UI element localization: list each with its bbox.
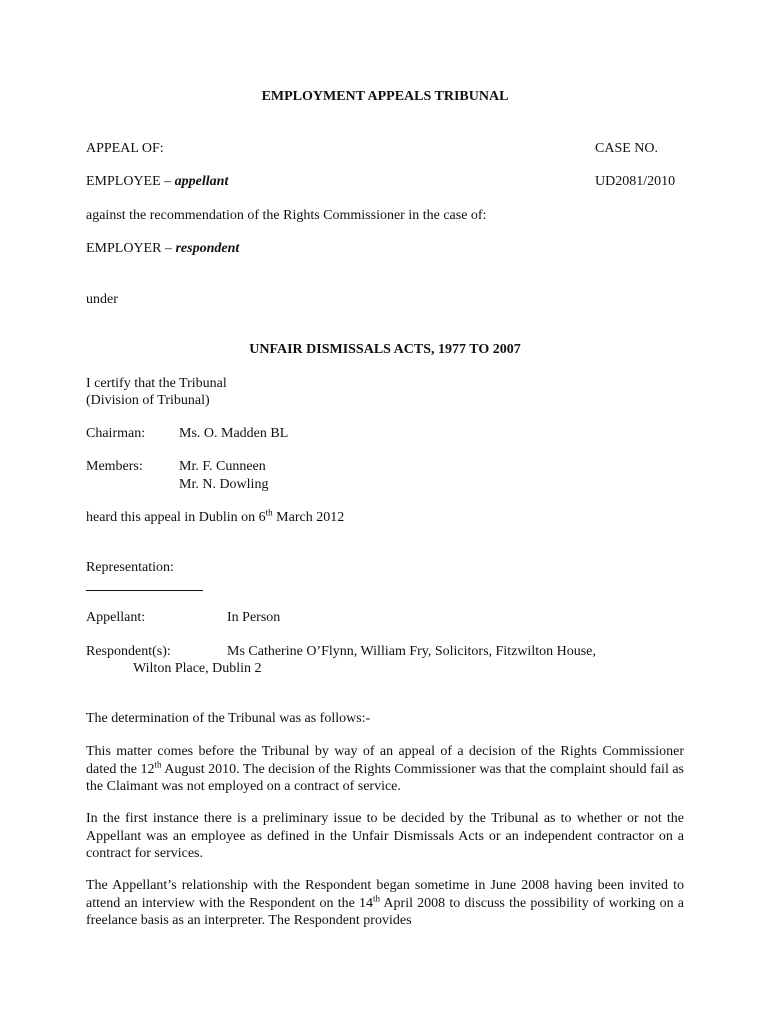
appellant-label: Appellant: <box>86 610 146 625</box>
heard-text-b: March 2012 <box>272 510 345 525</box>
employer-role: respondent <box>175 241 240 256</box>
members-label: Members: <box>86 459 143 474</box>
case-no-label: CASE NO. <box>595 141 659 156</box>
heard-line <box>86 509 344 526</box>
against-line: against the recommendation of the Rights Commissioner in the case of: <box>86 208 487 223</box>
respondents-value-2: Wilton Place, Dublin 2 <box>133 661 262 676</box>
employer-label: EMPLOYER – <box>86 241 176 256</box>
p1-text-b: August 2010. The decision of the Rights Commissioner was that the complaint should fail as the Claimant was not employed on a contract of service. <box>86 761 685 794</box>
certify-line-1: I certify that the Tribunal <box>86 376 227 391</box>
p1-text-a: This matter comes before the Tribunal by way of an appeal of a decision of the Rights Commissioner dated the 12 <box>86 744 684 777</box>
appeal-of-label: APPEAL OF: <box>86 141 164 156</box>
employee-label: EMPLOYEE – <box>86 174 175 189</box>
chairman-name: Ms. O. Madden BL <box>179 426 289 441</box>
paragraph-1 <box>86 743 684 796</box>
member-name-1: Mr. F. Cunneen <box>179 459 266 474</box>
heard-text-a: heard this appeal in Dublin on 6 <box>86 510 266 525</box>
member-name-2: Mr. N. Dowling <box>179 477 269 492</box>
certify-line-2: (Division of Tribunal) <box>86 393 210 408</box>
under-line: under <box>86 292 118 307</box>
case-number: UD2081/2010 <box>595 174 676 189</box>
document-title: EMPLOYMENT APPEALS TRIBUNAL <box>261 89 509 104</box>
employee-role: appellant <box>174 174 229 189</box>
p3-text-a: The Appellant’s relationship with the Respondent began sometime in June 2008 having been invited to attend an interview with the Respondent on the 14 <box>86 878 684 911</box>
p1-superscript: th <box>154 758 162 769</box>
paragraph-2: In the first instance there is a preliminary issue to be decided by the Tribunal as to whether or not the Appellant was an employee as defined in the Unfair Dismissals Acts or an independent contractor on a contract for services. <box>86 811 684 861</box>
appellant-value: In Person <box>227 610 281 625</box>
respondents-label: Respondent(s): <box>86 644 171 659</box>
determination-line: The determination of the Tribunal was as follows:- <box>86 711 371 726</box>
employee-line <box>86 173 228 190</box>
employer-line <box>86 240 239 257</box>
act-heading: UNFAIR DISMISSALS ACTS, 1977 TO 2007 <box>249 342 521 357</box>
p3-superscript: th <box>373 892 381 903</box>
heading-underline <box>86 590 203 591</box>
heard-superscript: th <box>265 507 273 518</box>
paragraph-3 <box>86 877 684 930</box>
respondents-value-1: Ms Catherine O’Flynn, William Fry, Solicitors, Fitzwilton House, <box>227 644 596 659</box>
p3-text-b: April 2008 to discuss the possibility of working on a freelance basis as an interpreter. The Respondent provides <box>86 895 684 928</box>
representation-heading: Representation: <box>86 560 174 575</box>
chairman-label: Chairman: <box>86 426 146 441</box>
